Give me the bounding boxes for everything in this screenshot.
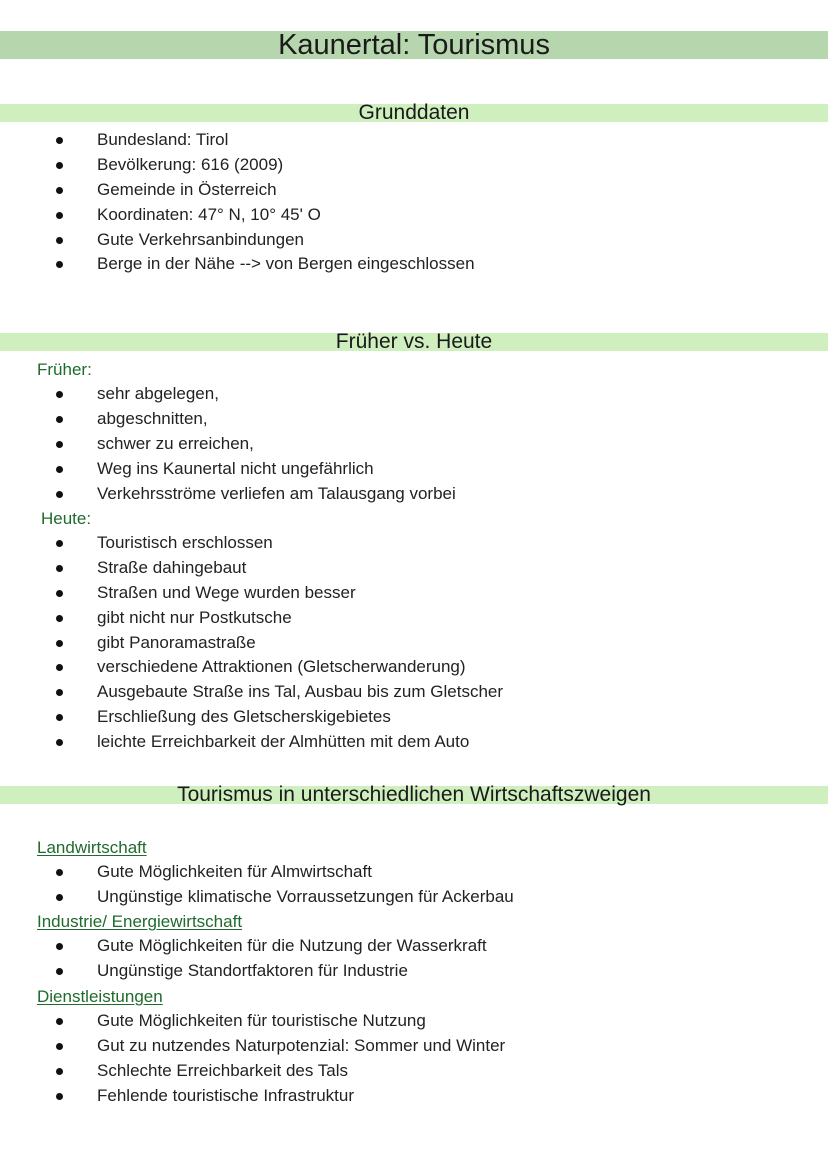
list-item-text: gibt nicht nur Postkutsche <box>97 607 292 627</box>
bullet-icon <box>56 894 63 901</box>
list-item-text: Gute Verkehrsanbindungen <box>97 229 304 249</box>
list-item-text: leichte Erreichbarkeit der Almhütten mit dem Auto <box>97 732 470 752</box>
list-item-text: Gute Möglichkeiten für die Nutzung der Wasserkraft <box>97 936 487 955</box>
list-item-text: Bevölkerung: 616 (2009) <box>97 154 284 174</box>
frueher-list <box>0 382 828 506</box>
list-item <box>0 885 828 910</box>
list-item <box>0 1084 828 1109</box>
list-item <box>0 178 828 203</box>
list-item <box>0 934 828 959</box>
list-item <box>0 959 828 984</box>
list-item-text: verschiedene Attraktionen (Gletscherwanderung) <box>97 657 466 677</box>
list-item-text: Gute Möglichkeiten für touristische Nutzung <box>97 1011 426 1030</box>
list-item-text: Gute Möglichkeiten für Almwirtschaft <box>97 862 372 881</box>
bullet-icon <box>56 689 63 696</box>
bullet-icon <box>56 491 63 498</box>
bullet-icon <box>56 261 63 268</box>
bullet-icon <box>56 212 63 219</box>
bullet-icon <box>56 590 63 597</box>
label-landwirtschaft: Landwirtschaft <box>37 838 147 857</box>
industrie-list <box>0 934 828 984</box>
list-item-text: Gut zu nutzendes Naturpotenzial: Sommer und Winter <box>97 1035 506 1055</box>
bullet-icon <box>56 187 63 194</box>
bullet-icon <box>56 137 63 144</box>
list-item <box>0 203 828 228</box>
bullet-icon <box>56 869 63 876</box>
label-industrie: Industrie/ Energiewirtschaft <box>37 912 243 931</box>
bullet-icon <box>56 441 63 448</box>
bullet-icon <box>56 1043 63 1050</box>
bullet-icon <box>56 640 63 647</box>
bullet-icon <box>56 664 63 671</box>
label-heute: Heute: <box>41 509 92 528</box>
label-dienstleistungen: Dienstleistungen <box>37 987 163 1006</box>
section-heading-wirtschaft: Tourismus in unterschiedlichen Wirtschaftszweigen <box>0 786 828 804</box>
list-item <box>0 860 828 885</box>
bullet-icon <box>56 714 63 721</box>
list-item <box>0 382 828 407</box>
list-item <box>0 457 828 482</box>
list-item <box>0 556 828 581</box>
bullet-icon <box>56 466 63 473</box>
list-item-text: Fehlende touristische Infrastruktur <box>97 1085 355 1105</box>
list-item <box>0 680 828 705</box>
list-item <box>0 252 828 277</box>
list-item-text: sehr abgelegen, <box>97 384 219 403</box>
list-item <box>0 730 828 755</box>
list-item <box>0 631 828 656</box>
list-item <box>0 128 828 153</box>
section-heading-frueher-heute: Früher vs. Heute <box>0 333 828 351</box>
list-item <box>0 581 828 606</box>
list-item <box>0 432 828 457</box>
list-item <box>0 531 828 556</box>
list-item-text: Ausgebaute Straße ins Tal, Ausbau bis zum Gletscher <box>97 682 504 702</box>
list-item <box>0 153 828 178</box>
list-item-text: Koordinaten: 47° N, 10° 45' O <box>97 204 321 224</box>
list-item <box>0 606 828 631</box>
list-item <box>0 705 828 730</box>
label-frueher: Früher: <box>37 360 92 379</box>
bullet-icon <box>56 943 63 950</box>
list-item-text: Ungünstige klimatische Vorraussetzungen für Ackerbau <box>97 886 514 906</box>
list-item <box>0 228 828 253</box>
list-item <box>0 1034 828 1059</box>
bullet-icon <box>56 391 63 398</box>
bullet-icon <box>56 1068 63 1075</box>
bullet-icon <box>56 615 63 622</box>
list-item-text: Weg ins Kaunertal nicht ungefährlich <box>97 458 374 478</box>
landwirtschaft-list <box>0 860 828 910</box>
list-item-text: Schlechte Erreichbarkeit des Tals <box>97 1060 349 1080</box>
section-heading-grunddaten: Grunddaten <box>0 104 828 122</box>
bullet-icon <box>56 1093 63 1100</box>
list-item-text: Verkehrsströme verliefen am Talausgang vorbei <box>97 483 456 503</box>
list-item-text: Bundesland: Tirol <box>97 130 229 149</box>
bullet-icon <box>56 739 63 746</box>
bullet-icon <box>56 540 63 547</box>
list-item-text: Berge in der Nähe --> von Bergen eingeschlossen <box>97 254 475 274</box>
list-item-text: Gemeinde in Österreich <box>97 179 277 199</box>
bullet-icon <box>56 416 63 423</box>
heute-list <box>0 531 828 755</box>
list-item <box>0 482 828 507</box>
bullet-icon <box>56 1018 63 1025</box>
list-item-text: gibt Panoramastraße <box>97 632 256 652</box>
bullet-icon <box>56 162 63 169</box>
list-item <box>0 407 828 432</box>
list-item-text: Erschließung des Gletscherskigebietes <box>97 707 391 727</box>
bullet-icon <box>56 968 63 975</box>
list-item <box>0 1059 828 1084</box>
list-item-text: Straße dahingebaut <box>97 557 247 577</box>
bullet-icon <box>56 565 63 572</box>
list-item-text: schwer zu erreichen, <box>97 433 254 453</box>
list-item-text: Touristisch erschlossen <box>97 533 273 552</box>
list-item-text: Ungünstige Standortfaktoren für Industrie <box>97 960 408 980</box>
bullet-icon <box>56 237 63 244</box>
list-item-text: abgeschnitten, <box>97 408 208 428</box>
grunddaten-list <box>0 128 828 277</box>
list-item <box>0 655 828 680</box>
list-item <box>0 1009 828 1034</box>
list-item-text: Straßen und Wege wurden besser <box>97 582 356 602</box>
dienstleistungen-list <box>0 1009 828 1109</box>
page-title: Kaunertal: Tourismus <box>0 31 828 59</box>
